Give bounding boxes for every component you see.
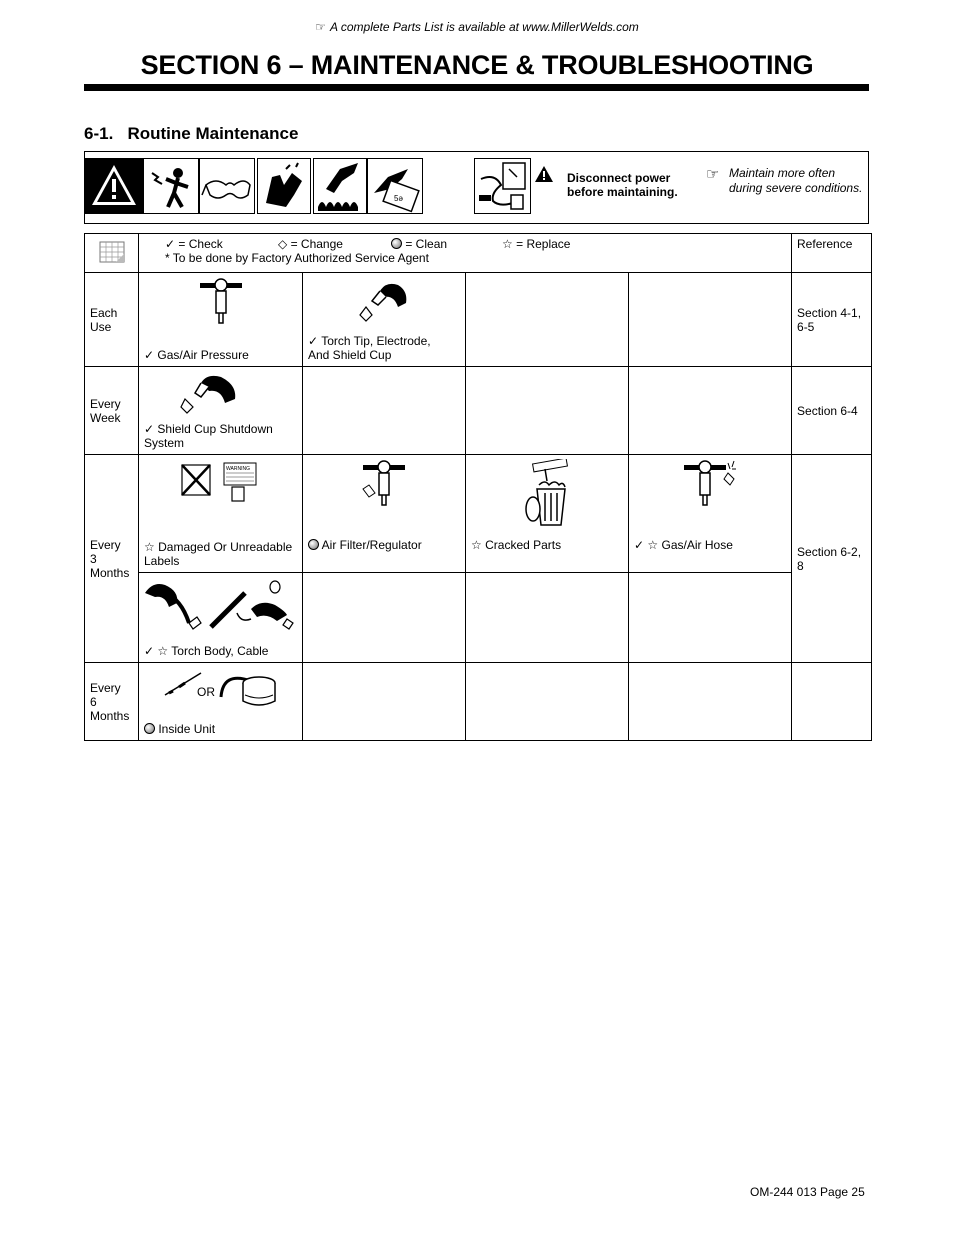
row-every-3-months xyxy=(85,455,872,573)
replace-icon: ☆ xyxy=(647,538,659,552)
item-gas-air-pressure: ✓ Gas/Air Pressure xyxy=(139,273,303,367)
item-inside-unit: OR Inside Unit xyxy=(139,663,303,741)
empty-cell xyxy=(629,663,792,741)
reference: Section 4-1, 6-5 xyxy=(792,273,872,367)
reference: Section 6-4 xyxy=(792,367,872,455)
disconnect-warning: Disconnect power before maintaining. xyxy=(567,171,678,199)
item-cracked-parts: ☆ Cracked Parts xyxy=(466,455,629,573)
empty-cell xyxy=(629,273,792,367)
torch-body-cable-icon xyxy=(139,579,302,636)
replace-icon: ☆ xyxy=(157,644,169,658)
check-icon: ✓ xyxy=(144,348,155,362)
clean-icon xyxy=(144,723,155,734)
legend: ✓ = Check ◇ = Change = Clean ☆ = Replace * To be done by Factory Authorized Service Agent xyxy=(139,234,792,273)
blow-vacuum-icon xyxy=(139,667,302,714)
empty-cell xyxy=(792,663,872,741)
interval-label: Every Week xyxy=(85,367,139,455)
torch-tip-icon xyxy=(303,277,465,328)
subsection-title: 6-1. Routine Maintenance xyxy=(84,124,299,143)
svg-text:WARNING: WARNING xyxy=(225,466,250,472)
svg-text:5ə: 5ə xyxy=(394,194,403,203)
parts-list-note: ☞ A complete Parts List is available at www.MillerWelds.com xyxy=(315,20,639,34)
reference: Section 6-2, 8 xyxy=(792,455,872,663)
interval-label: Each Use xyxy=(85,273,139,367)
section-title: SECTION 6 – MAINTENANCE & TROUBLESHOOTING xyxy=(140,50,814,80)
row-each-use xyxy=(85,273,872,367)
trash-can-icon xyxy=(466,459,628,532)
hot-parts-hand-icon xyxy=(257,158,311,214)
regulator-icon xyxy=(139,277,302,330)
warning-triangle-icon xyxy=(85,158,143,214)
caution-triangle-icon xyxy=(534,165,554,183)
empty-cell xyxy=(303,663,466,741)
severe-conditions-note: Maintain more often during severe conditions. xyxy=(729,166,863,195)
empty-cell xyxy=(629,367,792,455)
check-icon: ✓ xyxy=(144,644,155,658)
row-every-3-months-2 xyxy=(85,573,872,663)
replace-icon: ☆ xyxy=(502,237,513,251)
electric-shock-icon xyxy=(143,158,199,214)
row-every-6-months xyxy=(85,663,872,741)
warning-box xyxy=(84,151,869,224)
item-shield-cup-shutdown: ✓ Shield Cup Shutdown System xyxy=(139,367,303,455)
check-icon: ✓ xyxy=(144,422,155,436)
empty-cell xyxy=(629,573,792,663)
empty-cell xyxy=(303,367,466,455)
check-icon: ✓ xyxy=(634,538,645,552)
note-hand-icon: ☞ xyxy=(706,166,720,183)
empty-cell xyxy=(303,573,466,663)
empty-cell xyxy=(466,663,629,741)
replace-icon: ☆ xyxy=(471,538,482,552)
row-every-week xyxy=(85,367,872,455)
clean-icon xyxy=(308,539,319,550)
empty-cell xyxy=(466,573,629,663)
hot-surface-icon xyxy=(313,158,367,214)
clean-icon xyxy=(391,238,402,249)
replace-icon: ☆ xyxy=(144,540,155,554)
reference-header: Reference xyxy=(792,234,872,273)
item-torch-tip: ✓ Torch Tip, Electrode, And Shield Cup xyxy=(303,273,466,367)
empty-cell xyxy=(466,367,629,455)
torch-shield-cup-icon xyxy=(139,371,302,418)
legend-row xyxy=(85,234,872,273)
check-icon: ✓ xyxy=(308,334,319,348)
item-gas-air-hose: ✓ ☆ Gas/Air Hose xyxy=(629,455,792,573)
air-filter-icon xyxy=(303,459,465,512)
interval-label: Every 3 Months xyxy=(85,455,139,663)
or-label: OR xyxy=(197,685,215,699)
safety-glasses-icon xyxy=(199,158,255,214)
circuit-board-icon xyxy=(367,158,423,214)
title-rule xyxy=(84,84,869,91)
calendar-cell xyxy=(85,234,139,273)
labels-icon xyxy=(139,459,302,508)
interval-label: Every 6 Months xyxy=(85,663,139,741)
item-labels: WARNING ☆ Damaged Or Unreadable Labels xyxy=(139,455,303,573)
item-air-filter: Air Filter/Regulator xyxy=(303,455,466,573)
page-footer: OM-244 013 Page 25 xyxy=(750,1185,865,1199)
empty-cell xyxy=(466,273,629,367)
gas-hose-icon xyxy=(629,459,791,512)
pointing-hand-icon: ☞ xyxy=(315,20,326,34)
change-icon: ◇ xyxy=(278,237,288,251)
item-torch-body-cable: ✓ ☆ Torch Body, Cable xyxy=(139,573,303,663)
factory-note: * To be done by Factory Authorized Service Agent xyxy=(165,251,429,265)
disconnect-power-icon xyxy=(474,158,531,214)
check-icon: ✓ xyxy=(165,237,176,251)
calendar-icon xyxy=(98,240,126,264)
maintenance-schedule-table xyxy=(84,233,872,741)
